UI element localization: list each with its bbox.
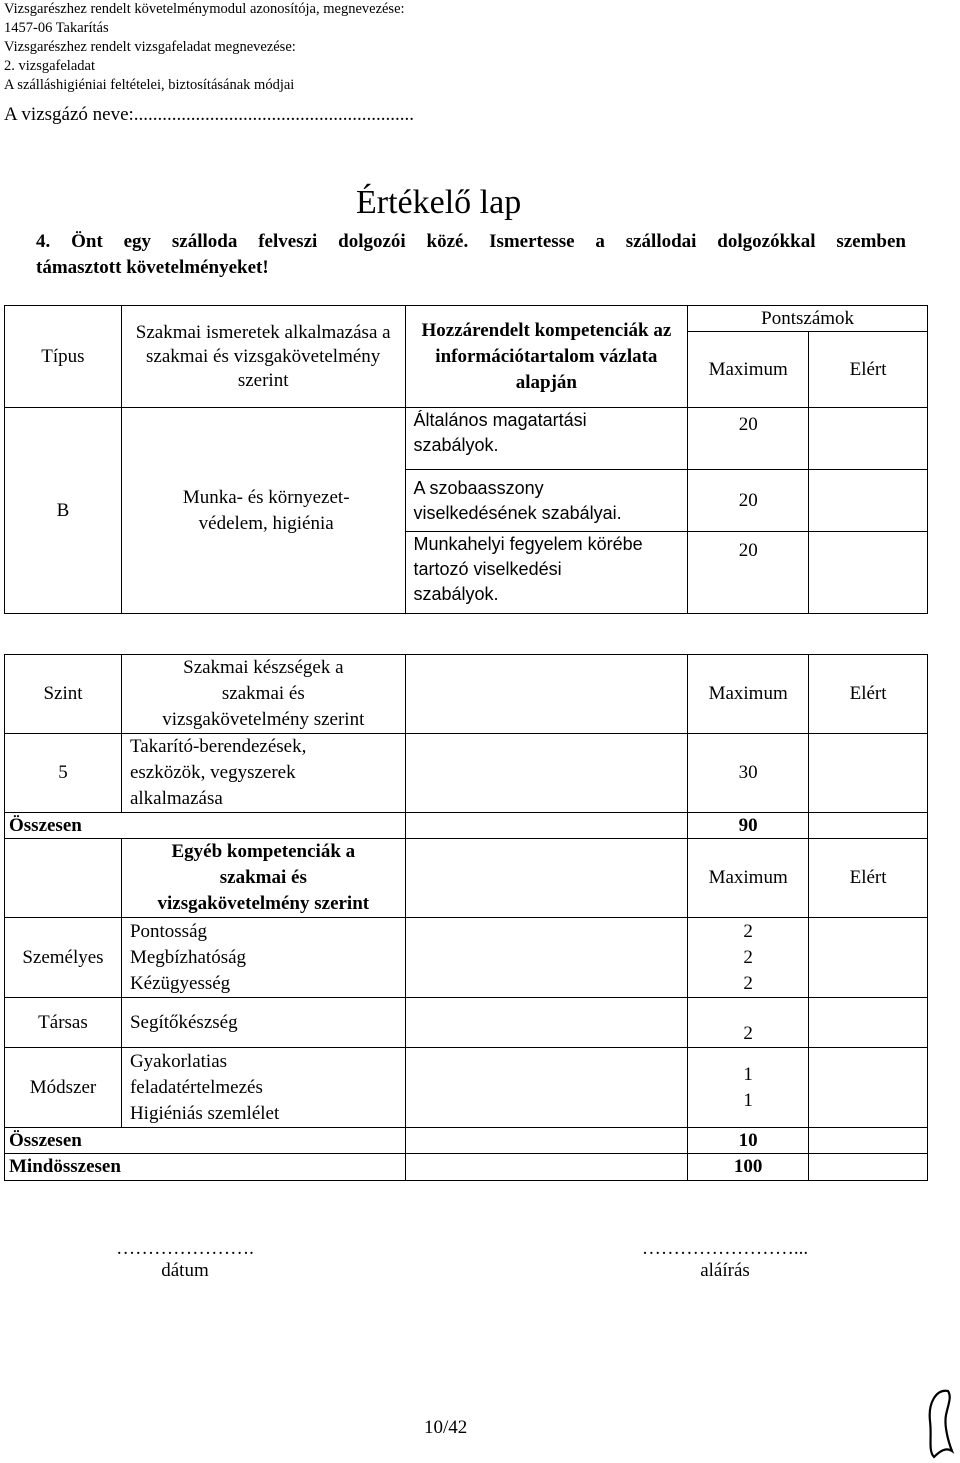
achieved-points-cell[interactable] (809, 734, 928, 813)
column-header-achieved: Elért (809, 839, 928, 918)
max-value: 2 (743, 920, 753, 942)
column-header-points: Pontszámok (688, 306, 928, 332)
column-header-knowledge: Szakmai ismeretek alkalmazása a szakmai és vizsgakövetelmény szerint (121, 306, 405, 408)
skill-line: alkalmazása (129, 788, 223, 809)
personal-items (121, 918, 405, 998)
empty-cell (405, 998, 688, 1048)
grand-total-label: Mindösszesen (5, 1154, 406, 1181)
empty-cell (405, 813, 688, 839)
competence-item: Megbízhatóság (129, 946, 247, 968)
header-line: A szálláshigiéniai feltételei, biztosításának módjai (4, 77, 295, 93)
signature-dots: ……………………... (641, 1238, 809, 1259)
max-value: 2 (743, 946, 753, 968)
column-header-achieved: Elért (809, 332, 928, 408)
personal-max (688, 918, 809, 998)
skill-line: eszközök, vegyszerek (129, 762, 296, 783)
document-header (4, 0, 405, 95)
header-line: szakmai és (221, 683, 305, 704)
signature-field (580, 1238, 870, 1282)
max-value: 1 (743, 1063, 753, 1085)
skill-line: Takarító-berendezések, (129, 736, 307, 757)
achieved-points-cell[interactable] (809, 470, 928, 532)
competence-line: A szobaasszony (413, 477, 544, 498)
empty-cell (405, 1048, 688, 1128)
column-header-maximum: Maximum (688, 655, 809, 734)
knowledge-line: Munka- és környezet- (182, 486, 350, 508)
method-max (688, 1048, 809, 1128)
social-label: Társas (5, 998, 122, 1048)
column-header-competence: Hozzárendelt kompetenciák az információtartalom vázlata alapján (405, 306, 688, 408)
competence-item: Higiéniás szemlélet (129, 1102, 280, 1124)
header-line: Egyéb kompetenciák a (171, 841, 356, 862)
total-label: Összesen (5, 1128, 406, 1154)
page-number: 10/42 (424, 1417, 468, 1438)
grand-total-max-cell: 100 (688, 1154, 809, 1181)
method-label: Módszer (5, 1048, 122, 1128)
competence-line: Általános magatartási (413, 410, 587, 430)
method-items (121, 1048, 405, 1128)
social-item: Segítőkészség (121, 998, 405, 1048)
column-header-level: Szint (5, 655, 122, 734)
empty-cell (405, 839, 688, 918)
column-header-skills (121, 655, 405, 734)
column-header-maximum: Maximum (688, 332, 809, 408)
header-line: Szakmai készségek a (183, 657, 344, 678)
header-line: 1457-06 Takarítás (4, 20, 109, 36)
date-dots: …………………. (116, 1238, 254, 1259)
total-max-cell: 90 (688, 813, 809, 839)
knowledge-cell (121, 408, 405, 614)
task-statement (36, 229, 906, 281)
competence-line: Munkahelyi fegyelem körébe (413, 534, 643, 554)
max-points-cell: 20 (688, 408, 809, 470)
date-field (50, 1238, 320, 1282)
max-points-cell: 20 (688, 532, 809, 614)
total-max-cell: 10 (688, 1128, 809, 1154)
empty-cell (405, 734, 688, 813)
column-header-achieved: Elért (809, 655, 928, 734)
empty-cell (405, 655, 688, 734)
competence-line: szabályok. (413, 435, 499, 455)
column-header-maximum: Maximum (688, 839, 809, 918)
personal-label: Személyes (5, 918, 122, 998)
header-line: vizsgakövetelmény szerint (157, 893, 370, 914)
signature-label: aláírás (700, 1260, 750, 1281)
page-title: Értékelő lap (356, 184, 522, 221)
achieved-points-cell[interactable] (809, 1048, 928, 1128)
empty-cell (5, 839, 122, 918)
achieved-points-cell[interactable] (809, 408, 928, 470)
task-line: 4. Önt egy szálloda felveszi dolgozói közé. Ismertesse a szállodai dolgozókkal szemben (36, 231, 906, 252)
column-header-type: Típus (5, 306, 122, 408)
achieved-points-cell[interactable] (809, 998, 928, 1048)
competence-item: Gyakorlatias (129, 1050, 228, 1072)
achieved-points-cell[interactable] (809, 1128, 928, 1154)
empty-cell (405, 918, 688, 998)
date-label: dátum (161, 1260, 209, 1281)
social-max: 2 (688, 998, 809, 1048)
skill-cell (121, 734, 405, 813)
handwritten-initial-mark (918, 1385, 958, 1460)
total-label: Összesen (5, 813, 406, 839)
competence-cell (405, 408, 688, 470)
competence-item: Pontosság (129, 920, 208, 942)
competence-cell (405, 470, 688, 532)
competence-item: Kézügyesség (129, 972, 231, 994)
header-line: Vizsgarészhez rendelt vizsgafeladat megnevezése: (4, 39, 296, 55)
competence-line: tartozó viselkedési (413, 559, 562, 579)
examinee-name-line: A vizsgázó neve:........................................................... (4, 104, 415, 125)
max-value: 2 (743, 972, 753, 994)
achieved-points-cell[interactable] (809, 532, 928, 614)
knowledge-table (4, 305, 928, 614)
competence-line: szabályok. (413, 584, 499, 604)
competence-cell (405, 532, 688, 614)
empty-cell (405, 1154, 688, 1181)
achieved-points-cell[interactable] (809, 1154, 928, 1181)
column-header-other-competences (121, 839, 405, 918)
header-line: 2. vizsgafeladat (4, 58, 95, 74)
header-line: Vizsgarészhez rendelt követelménymodul azonosítója, megnevezése: (4, 1, 405, 17)
achieved-points-cell[interactable] (809, 918, 928, 998)
max-points-cell: 30 (688, 734, 809, 813)
level-cell: 5 (5, 734, 122, 813)
header-line: vizsgakövetelmény szerint (162, 709, 365, 730)
max-points-cell: 20 (688, 470, 809, 532)
competence-line: viselkedésének szabályai. (413, 502, 622, 523)
achieved-points-cell[interactable] (809, 813, 928, 839)
header-line: szakmai és (219, 867, 307, 888)
knowledge-line: védelem, higiénia (198, 512, 334, 534)
skills-table (4, 654, 928, 1181)
competence-item: feladatértelmezés (129, 1076, 263, 1098)
max-value: 1 (743, 1089, 753, 1111)
task-line: támasztott követelményeket! (36, 257, 269, 278)
type-cell: B (5, 408, 122, 614)
empty-cell (405, 1128, 688, 1154)
